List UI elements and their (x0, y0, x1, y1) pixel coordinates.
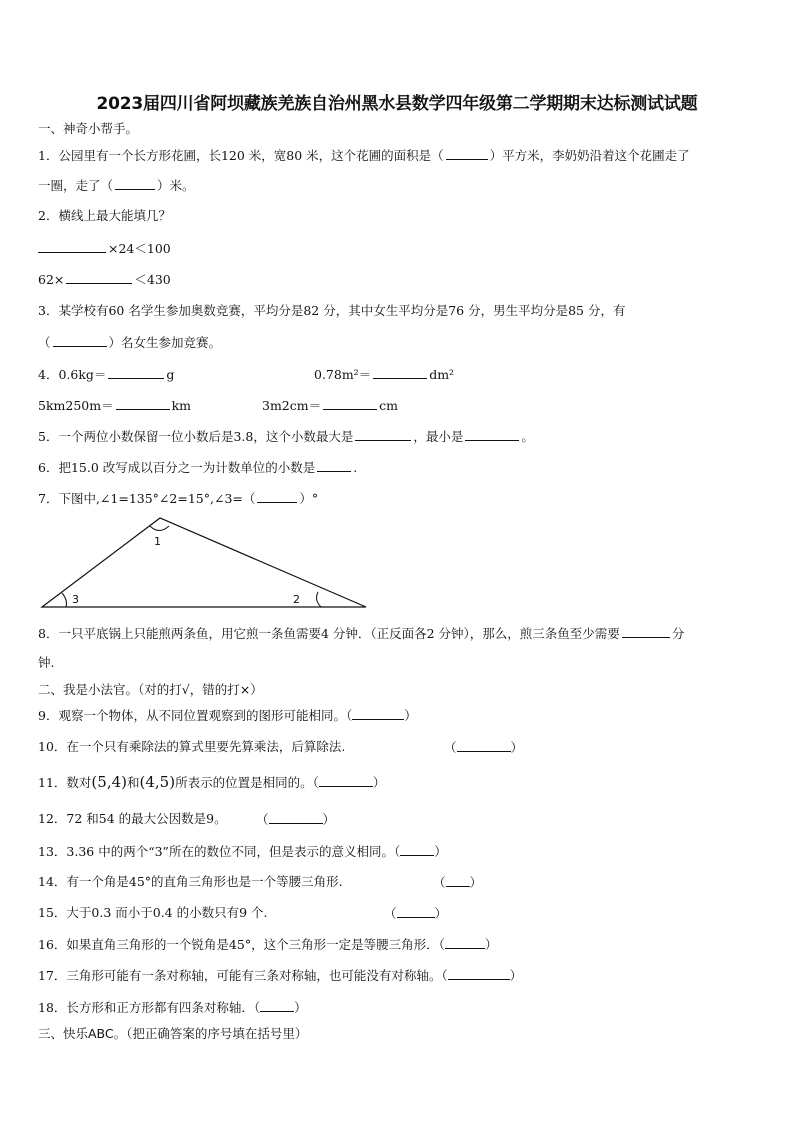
question-text: （ (384, 906, 397, 921)
question-number: 7． (38, 491, 59, 506)
question-number: 17． (38, 968, 67, 983)
page-title: 2023届四川省阿坝藏族羌族自治州黑水县数学四年级第二学期期末达标测试试题 (96, 94, 698, 114)
question-text: ） (404, 708, 417, 723)
angle-1-arc (150, 526, 169, 531)
question-text: ）平方米，李奶奶沿着这个花圃走了 (489, 148, 690, 163)
question-text: 长方形和正方形都有四条对称轴．（ (66, 1000, 261, 1015)
question-4-part-4 (262, 397, 398, 414)
question-text: ）° (299, 491, 319, 506)
question-number: 4． (38, 367, 59, 382)
question-2 (38, 208, 171, 224)
question-4-line-2 (38, 397, 191, 414)
question-8-line-1 (38, 625, 684, 642)
question-number: 6． (38, 460, 59, 475)
question-15-answer (384, 905, 447, 922)
question-number: 12． (38, 811, 67, 826)
question-text: 0.6kg＝ (58, 367, 107, 382)
question-text: dm² (429, 367, 455, 382)
answer-blank[interactable] (448, 967, 510, 980)
question-number: 18． (38, 1000, 67, 1015)
question-text: ） (322, 812, 336, 827)
answer-blank[interactable] (465, 428, 519, 441)
question-text: . (353, 460, 358, 475)
question-text: 72 和54 的最大公因数是9。 (66, 811, 227, 826)
angle-2-arc (317, 592, 321, 607)
question-text: 如果直角三角形的一个锐角是45°，这个三角形一定是等腰三角形．（ (66, 937, 445, 952)
question-text: ） (294, 1000, 307, 1015)
answer-blank[interactable] (115, 177, 155, 190)
question-text: 在一个只有乘除法的算式里要先算乘法，后算除法. (66, 739, 346, 754)
question-text: （ (256, 812, 269, 827)
question-text: 下图中,∠1=135°∠2=15°,∠3=（ (58, 491, 256, 506)
answer-blank[interactable] (446, 874, 470, 887)
question-text: ×24＜100 (108, 241, 171, 256)
question-text: 一圈，走了（ (38, 178, 114, 193)
question-text: 0.78m²＝ (314, 367, 372, 382)
question-text: cm (379, 398, 398, 413)
question-1-line-1 (38, 147, 690, 164)
question-number: 9． (38, 708, 59, 723)
answer-blank[interactable] (373, 366, 427, 379)
question-text: 观察一个物体，从不同位置观察到的图形可能相同。（ (58, 708, 353, 723)
question-18 (38, 999, 307, 1016)
question-text: ） (372, 775, 386, 790)
question-text: （ (38, 335, 51, 350)
question-text: 一个两位小数保留一位小数后是3.8，这个小数最大是 (58, 429, 354, 444)
question-text: ） (469, 875, 483, 890)
angle-2-label: 2 (293, 593, 300, 606)
section-1-heading: 一、神奇小帮手。 (38, 121, 139, 136)
question-text: 钟. (38, 655, 55, 670)
question-12 (38, 811, 227, 827)
answer-blank[interactable] (108, 366, 164, 379)
question-number: 13． (38, 844, 67, 859)
answer-blank[interactable] (317, 459, 351, 472)
question-number: 11． (38, 775, 67, 790)
answer-blank[interactable] (53, 334, 107, 347)
question-number: 3． (38, 303, 59, 318)
question-text: 三角形可能有一条对称轴，可能有三条对称轴，也可能没有对称轴。（ (66, 968, 448, 983)
question-text: （ (444, 740, 457, 755)
answer-blank[interactable] (257, 490, 297, 503)
angle-1-label: 1 (154, 535, 161, 548)
question-8-line-2 (38, 655, 54, 671)
question-text: ） (509, 968, 523, 983)
question-text: 3m2cm＝ (262, 398, 322, 413)
question-text: ） (434, 906, 448, 921)
question-2-line-2 (38, 271, 171, 288)
question-number: 5． (38, 429, 59, 444)
question-6 (38, 459, 357, 476)
coordinate-pair: (5,4) (91, 773, 127, 791)
question-5 (38, 428, 534, 445)
question-text: 所表示的位置是相同的。（ (175, 775, 319, 790)
answer-blank[interactable] (323, 397, 377, 410)
question-7 (38, 490, 318, 507)
question-text: g (166, 367, 175, 382)
triangle-figure (38, 515, 378, 615)
question-10 (38, 739, 345, 755)
question-text: 3.36 中的两个“3”所在的数位不同，但是表示的意义相同。（ (66, 844, 401, 859)
question-text: （ (433, 875, 446, 890)
question-15 (38, 905, 268, 921)
question-4-part-2 (314, 366, 454, 383)
question-16 (38, 936, 497, 953)
answer-blank[interactable] (355, 428, 411, 441)
section-2-heading: 二、我是小法官。（对的打√，错的打×） (38, 682, 263, 697)
question-text: 一只平底锅上只能煎两条鱼，用它煎一条鱼需要4 分钟．（正反面各2 分钟），那么，煎三条鱼至少需要 (58, 626, 620, 641)
question-text: ） (434, 844, 447, 859)
question-number: 15． (38, 905, 67, 920)
question-text: ） (484, 937, 498, 952)
question-text: 。 (521, 429, 534, 444)
answer-blank[interactable] (352, 707, 404, 720)
question-14 (38, 874, 343, 890)
question-text: ） (510, 740, 524, 755)
question-13 (38, 843, 447, 860)
answer-blank[interactable] (269, 811, 323, 824)
answer-blank[interactable] (319, 774, 373, 787)
question-4-line-1 (38, 366, 174, 383)
answer-blank[interactable] (260, 999, 294, 1012)
question-12-answer (256, 811, 335, 828)
question-number: 1． (38, 148, 59, 163)
question-text: 公园里有一个长方形花圃，长120 米，宽80 米，这个花圃的面积是（ (58, 148, 444, 163)
question-3-line-1 (38, 303, 625, 319)
answer-blank[interactable] (66, 271, 132, 284)
answer-blank[interactable] (397, 905, 435, 918)
question-text: 把15.0 改写成以百分之一为计数单位的小数是 (58, 460, 316, 475)
question-text: 5km250m＝ (38, 398, 114, 413)
question-9 (38, 707, 417, 724)
question-2-line-1 (38, 240, 171, 257)
coordinate-pair: (4,5) (139, 773, 176, 791)
question-number: 8． (38, 626, 59, 641)
answer-blank[interactable] (446, 147, 488, 160)
question-text: 有一个角是45°的直角三角形也是一个等腰三角形. (66, 874, 343, 889)
question-text: 横线上最大能填几？ (58, 208, 171, 223)
question-number: 14． (38, 874, 67, 889)
question-text: 分 (671, 626, 685, 641)
question-number: 2． (38, 208, 59, 223)
question-text: 大于0.3 而小于0.4 的小数只有9 个. (66, 905, 268, 920)
answer-blank[interactable] (445, 936, 485, 949)
question-text: 和 (126, 775, 140, 790)
question-3-line-2 (38, 334, 221, 351)
question-text: ＜430 (134, 272, 171, 287)
question-11 (38, 774, 385, 791)
question-17 (38, 967, 522, 984)
question-text: km (171, 398, 192, 413)
question-text: 62× (38, 272, 65, 287)
question-text: ，最小是 (413, 429, 464, 444)
section-3-heading: 三、快乐ABC。（把正确答案的序号填在括号里） (38, 1026, 308, 1041)
question-1-line-2 (38, 177, 195, 194)
answer-blank[interactable] (622, 625, 670, 638)
answer-blank[interactable] (400, 843, 434, 856)
question-text: 某学校有60 名学生参加奥数竞赛，平均分是82 分，其中女生平均分是76 分，男生平均分是85 分，有 (58, 303, 626, 318)
question-number: 10． (38, 739, 67, 754)
question-text: 数对 (66, 775, 92, 790)
angle-3-label: 3 (72, 593, 79, 606)
answer-blank[interactable] (38, 240, 106, 253)
angle-3-arc (62, 593, 67, 607)
question-10-answer (444, 739, 523, 756)
question-text: ）米。 (157, 178, 195, 193)
question-14-answer (433, 874, 482, 891)
question-number: 16． (38, 937, 67, 952)
answer-blank[interactable] (116, 397, 170, 410)
answer-blank[interactable] (457, 739, 511, 752)
question-text: ）名女生参加竞赛。 (108, 335, 222, 350)
